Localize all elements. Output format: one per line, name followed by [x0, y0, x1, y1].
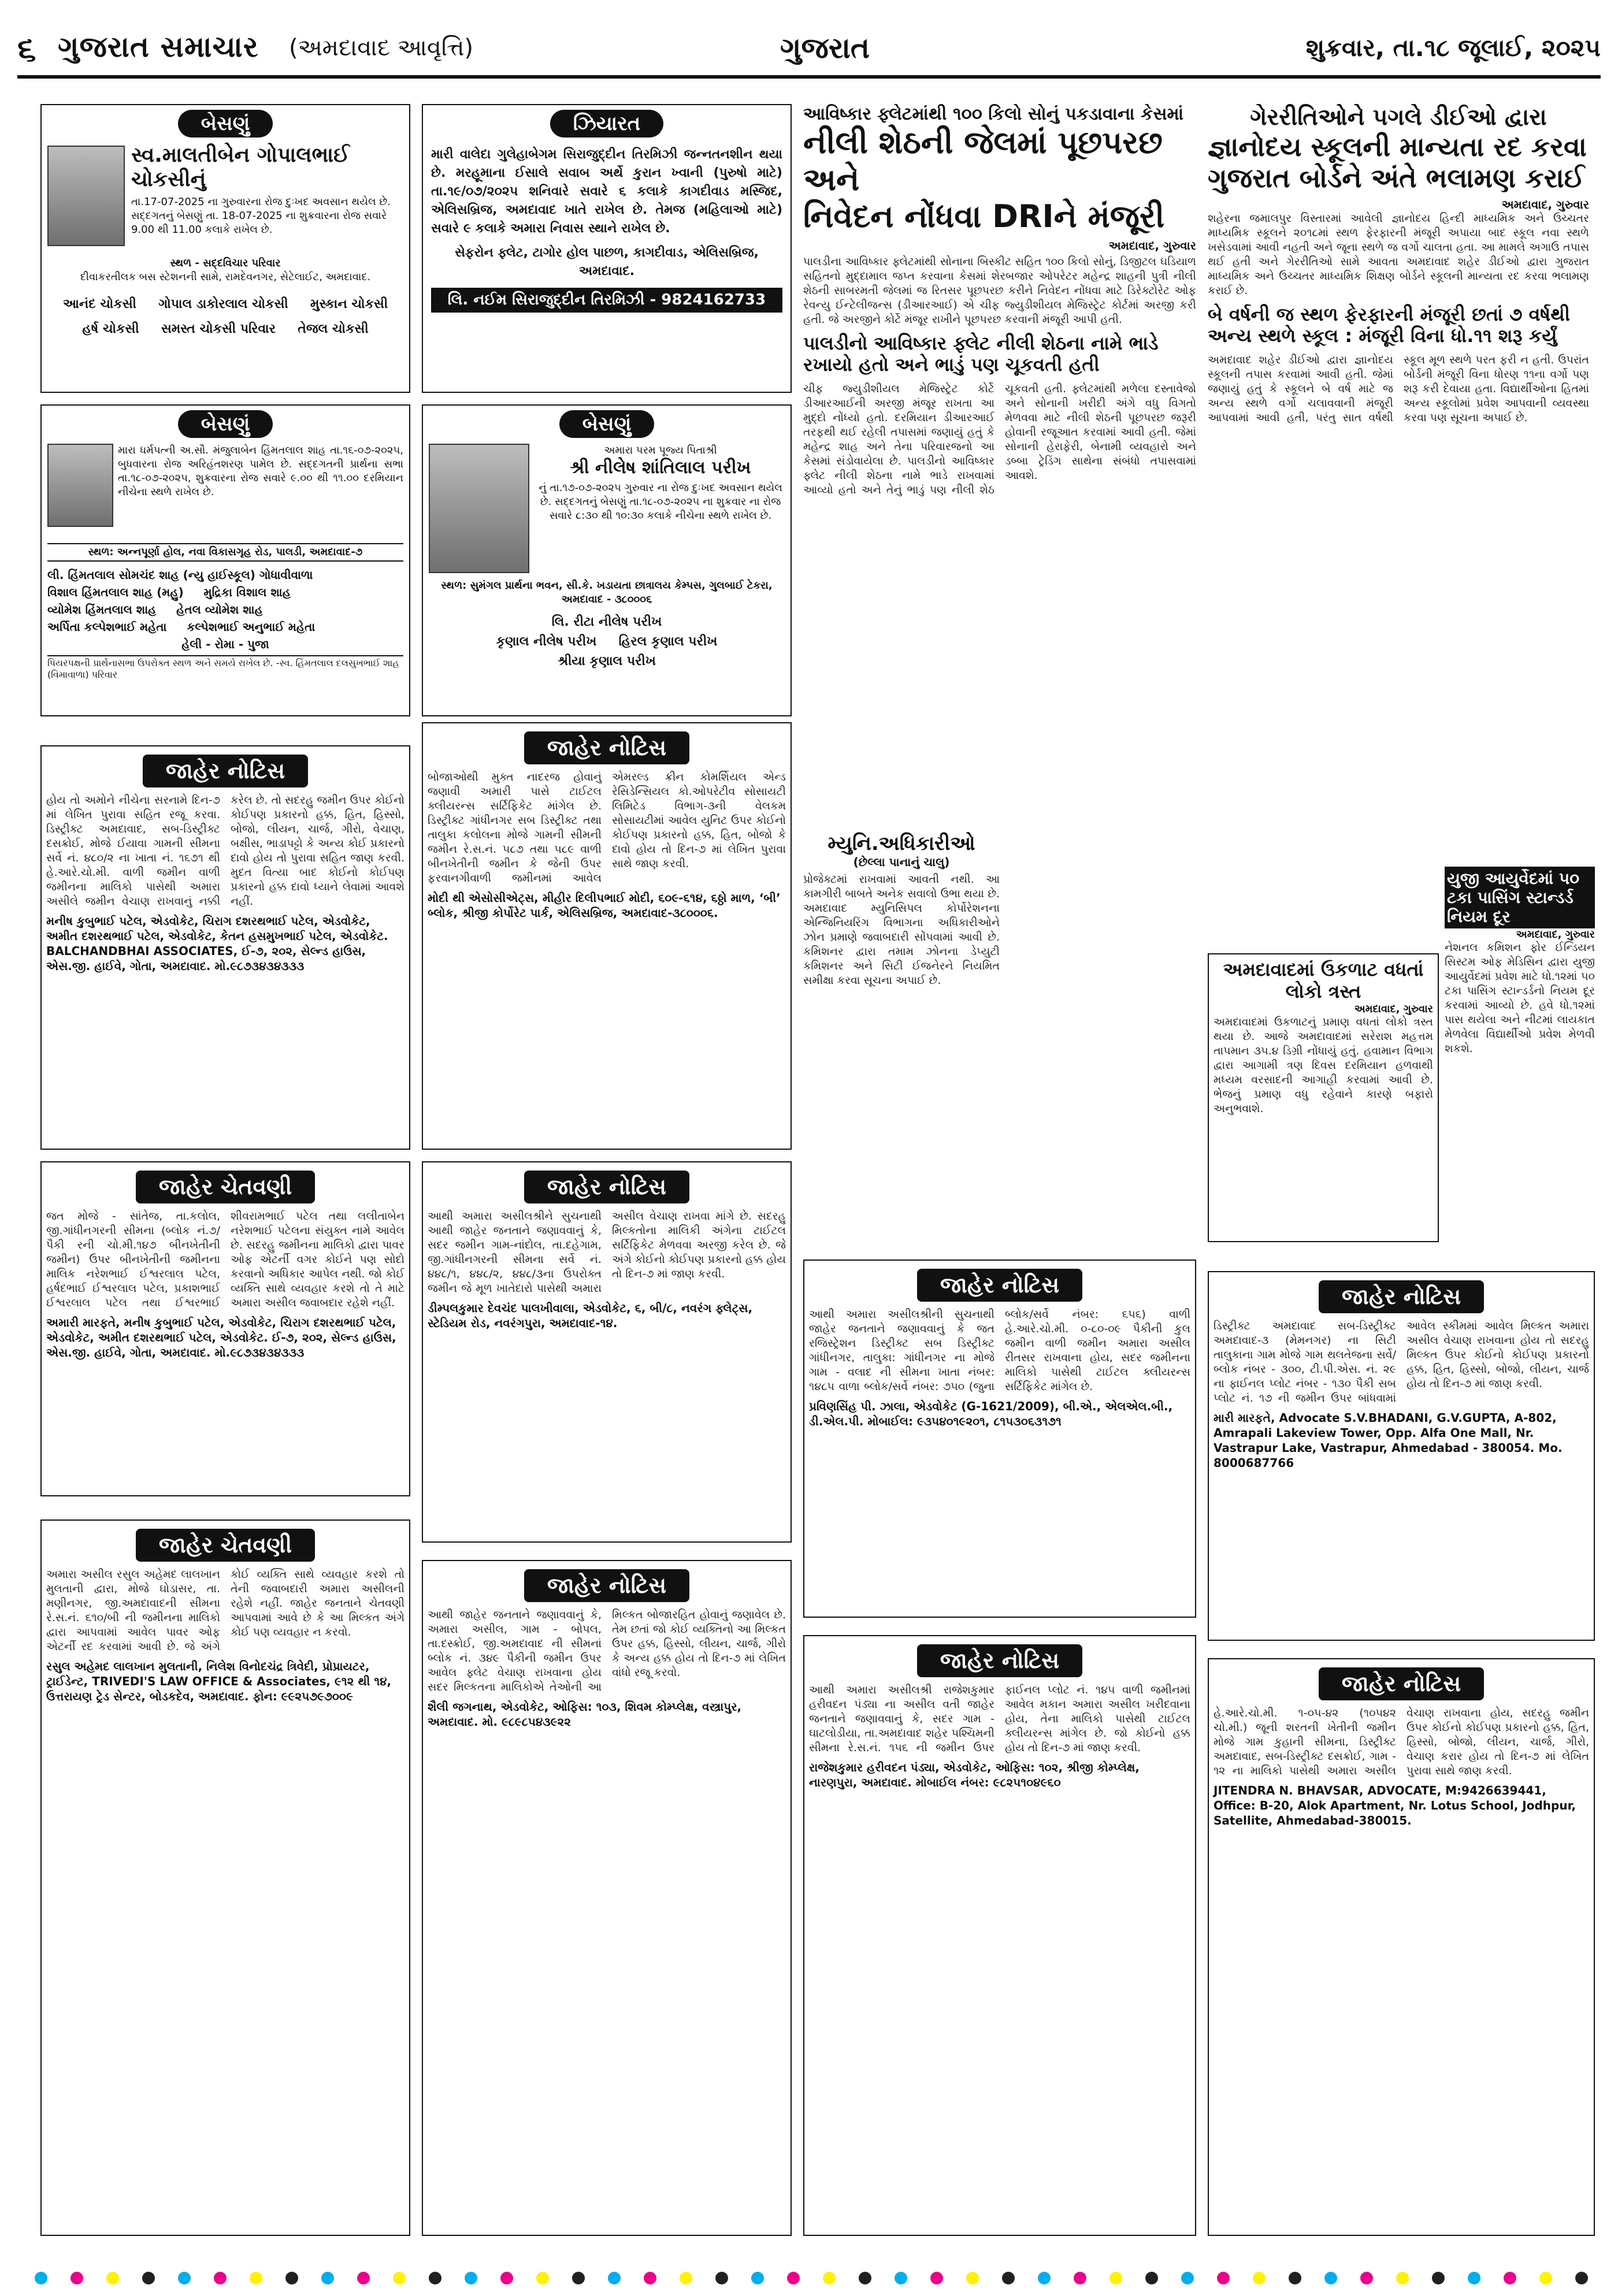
obituary-place: સ્થળ: અન્નપૂર્ણા હોલ, નવા વિકાસગૃહ રોડ, પાલડી, અમદાવાદ-૭	[47, 543, 403, 562]
lead-headline: નીલી શેઠની જેલમાં પૂછપરછ અને	[803, 124, 1163, 198]
notice-body: હોય તો અમોને નીચેના સરનામે દિન-૭ માં લેખિત પુરાવા સહિત રજૂ કરવા. ડિસ્ટ્રીક્ટ અમદાવાદ, સબ-ડિસ્ટ્રીક્ટ દસક્રોઈ, મોજે ઈયાવા ગામની સીમના સર્વે નં. ૪૮૦/૨ ના ખાતા નં. ૧૬૭૧ થી હે.આરે.ચો.મી. વાળી જમીન વાળી જમીનના માલિકો પાસેથી અમારા અસીલે જમીન વેચાણ રાખવાનું નક્કી કરેલ છે. તો સદરહુ જમીન ઉપર કોઈનો કોઈપણ પ્રકારનો હક્ક, હિત, હિસ્સો, બોજો, લીયન, ચાર્જ, ગીરો, વેચાણ, બક્ષીસ, ભાડાપટ્ટો કે અન્ય કોઈ પ્રકારનો દાવો હોય તો પુરાવા સહિત જાણ કરવી. મુદત વિત્યા બાદ કોઈનો કોઈપણ પ્રકારનો હક્ક દાવો ધ્યાને લેવામાં આવશે નહીં.	[46, 794, 404, 908]
registration-dot	[715, 2272, 728, 2284]
school-dateline: અમદાવાદ, ગુરુવાર	[1501, 197, 1589, 211]
obituary-place: સ્થળ: સુમંગલ પ્રાર્થના ભવન, સી.કે. ખડાયતા છાત્રાલય કેમ્પસ, ગુલબાઈ ટેકરા, અમદાવાદ - ૩૮૦૦૦૬	[441, 579, 773, 605]
school-story	[1208, 104, 1589, 855]
registration-dot	[321, 2272, 334, 2284]
obituary-family: આનંદ ચોકસી ગોપાલ ડાકોરલાલ ચોકસી મુસ્કાન ચોકસી	[62, 297, 388, 311]
lead-dateline: અમદાવાદ, ગુરુવાર	[1108, 238, 1196, 252]
registration-dot	[823, 2272, 836, 2284]
public-notice	[1208, 1271, 1595, 1641]
registration-dot	[106, 2272, 119, 2284]
registration-dot	[1289, 2272, 1301, 2284]
humidity-body: અમદાવાદમાં ઉકળાટનું પ્રમાણ વધતાં લોકો ત્રસ્ત થયા છે. આજે અમદાવાદમાં સરેરાશ મહત્તમ તાપમાન ૩૫.૪ ડિગ્રી નોંધાયું હતું. હવામાન વિભાગ દ્વારા આગામી ત્રણ દિવસ દરમિયાન હળવાથી મધ્યમ વરસાદની આગાહી કરવામાં આવી છે. ભેજનું પ્રમાણ વધુ રહેવાને કારણે બફારો અનુભવાશે.	[1214, 1015, 1433, 1115]
notice-heading: જાહેર નોટિસ	[143, 755, 308, 787]
notice-heading: જાહેર નોટિસ	[524, 1171, 689, 1203]
registration-dot	[1432, 2272, 1445, 2284]
registration-dot	[1145, 2272, 1158, 2284]
ziyarat-notice	[422, 104, 792, 393]
obituary-family: વ્યોમેશ હિંમતલાલ શાહ હેતલ વ્યોમેશ શાહ	[47, 603, 263, 616]
lead-body: પાલડીના આવિષ્કાર ફ્લેટમાંથી સોનાના બિસ્કીટ સહિત ૧૦૦ કિલો સોનું, ડિજીટલ ઘડિયાળ સહિતનો મુદ્દામાલ જપ્ત કરવાના કેસમાં શેરબજાર ઓપરેટર મહેન્દ્ર શાહની પુત્રી નીલી શેઠની સાબરમતી જેલમાં જ રિતસર પૂછપરછ કરીને નિવેદન નોંધવા માટે ડિરેક્ટોરેટ ઓફ રેવન્યુ ઈન્ટેલીજન્સ (ડીઆરઆઈ) એ ચીફ જ્યુડીશીયલ મેજિસ્ટ્રેટ કોર્ટમાં અરજી કરી હતી. જે અરજીને કોર્ટે મંજૂર રાખીને પૂછપરછ કરવાની મંજૂરી આપી હતી.	[803, 255, 1196, 326]
muni-body: પ્રોજેક્ટમાં રાખવામાં આવતી નથી. આ કામગીરી બાબતે અનેક સવાલો ઉભા થયા છે. અમદાવાદ મ્યુનિસિપલ કોર્પોરેશનના એન્જિનિયરિંગ વિભાગના અધિકારીઓને ઝોન પ્રમાણે જવાબદારી સોંપવામાં આવી છે. કમિશનર દ્વારા તમામ ઝોનના ડેપ્યુટી કમિશનર અને સિટી ઈજનેરને નિયમિત સમીક્ષા કરવા સૂચના અપાઈ છે.	[803, 873, 1000, 987]
issue-date: શુક્રવાર, તા.૧૮ જૂલાઈ, ૨૦૨૫	[1305, 34, 1601, 62]
public-notice	[40, 745, 410, 1150]
notice-signature: JITENDRA N. BHAVSAR, ADVOCATE, M:9426639441, Office: B-20, Alok Apartment, Nr. Lotus School, Jodhpur, Satellite, Ahmedabad-380015.	[1214, 1784, 1576, 1827]
lead-headline: નિવેદન નોંધવા DRIને મંજૂરી	[803, 198, 1165, 235]
public-notice	[422, 1560, 792, 2236]
registration-dot	[1468, 2272, 1480, 2284]
registration-dot	[1575, 2272, 1588, 2284]
registration-dot	[393, 2272, 406, 2284]
registration-dot	[644, 2272, 656, 2284]
registration-dot	[1539, 2272, 1552, 2284]
registration-dot	[572, 2272, 585, 2284]
obituary-family: શ્રીયા કૃણાલ પરીખ	[558, 654, 656, 668]
lead-story-gold	[803, 104, 1196, 826]
humidity-story	[1208, 953, 1439, 1242]
obituary-photo	[47, 444, 113, 527]
obituary-name: શ્રી નીલેષ શાંતિલાલ પરીખ	[570, 458, 751, 478]
notice-signature: મોદી થી એસોસીએટ્સ, મીહીર દિલીપભાઈ મોદી, ૬૦૯-૬૧૪, ૬ઠ્ઠો માળ, ‘બી’ બ્લોક, શ્રીજી કોર્પોરેટ પાર્ક, એલિસબ્રિજ, અમદાવાદ-૩૮૦૦૦૬.	[428, 891, 781, 920]
registration-dot	[1396, 2272, 1409, 2284]
ziyarat-label: ઝિયારત	[550, 110, 663, 138]
registration-dot	[1324, 2272, 1337, 2284]
registration-dot	[357, 2272, 370, 2284]
obituary-intro: અમારા પરમ પૂજ્ય પિતાશ્રી	[604, 444, 717, 456]
public-notice	[803, 1635, 1196, 2236]
registration-dot	[1504, 2272, 1516, 2284]
registration-dot	[1181, 2272, 1194, 2284]
obituary-family: અર્પિતા કલ્પેશભાઈ મહેતા કલ્પેશભાઈ અનુભાઈ મહેતા	[47, 620, 316, 634]
school-body: શહેરના જમાલપુર વિસ્તારમાં આવેલી જ્ઞાનોદય હિન્દી માધ્યમિક અને ઉચ્ચતર માધ્યમિક સ્કૂલને ૨૦૧૮માં સ્થળ ફેરફારની મંજૂરી અપાયા બાદ સ્કૂલ નવા સ્થળે ખસેડવામાં આવી નહતી અને જૂના સ્થળે જ વર્ગો ચાલતા હતા. આ મામલે અગાઉ તપાસ થઈ હતી અને ગેરરીતિઓ સામે આવતા અમદાવાદ શહેર ડીઈઓ દ્વારા ગુજરાત માધ્યમિક અને ઉચ્ચતર માધ્યમિક શિક્ષણ બોર્ડને સ્કૂલની માન્યતા રદ કરવા ભલામણ કરાઈ છે.	[1208, 211, 1589, 297]
humidity-headline: અમદાવાદમાં ઉકળાટ વધતાં લોકો ત્રસ્ત	[1223, 958, 1424, 1002]
notice-signature: રાજેશકુમાર હરીવદન પંડ્યા, એડવોકેટ, ઓફિસ: ૧૦૨, શ્રીજી કોમ્પ્લેક્ષ, નારણપુરા, અમદાવાદ. મોબાઈલ નંબર: ૯૮૨૫૧૦૪૯૬૦	[809, 1760, 1140, 1789]
public-notice	[1208, 1658, 1595, 2236]
obituary-nilesh-parikh	[422, 404, 792, 716]
notice-body: અમારા અસીલ રસુલ અહેમદ લાલખાન મુલતાની દ્વારા, મોજે ઘોડાસર, તા. મણીનગર, જી.અમદાવાદની સીમના રે.સ.નં. ૬૧૦/બી ની જમીનના માલિકો દ્વારા આપવામાં આવેલ પાવર ઓફ એટર્ની રદ કરવામાં આવી છે. જે અંગે કોઈ વ્યક્તિ સાથે વ્યવહાર કરશે તો તેની જવાબદારી અમારા અસીલની રહેશે નહીં. જાહેર જનતાને ચેતવણી આપવામાં આવે છે કે આ મિલ્કત અંગે કોઈ પણ વ્યવહાર ન કરવો.	[46, 1568, 404, 1653]
registration-dot	[500, 2272, 513, 2284]
public-notice	[803, 1260, 1196, 1618]
school-subhead: બે વર્ષની જ સ્થળ ફેરફારની મંજૂરી છતાં ૭ વર્ષથી અન્ય સ્થળે સ્કૂલ : મંજૂરી વિના ધો.૧૧ શરૂ કર્યું	[1208, 303, 1570, 347]
notice-signature: અમારી મારફતે, મનીષ કુબુભાઈ પટેલ, એડવોકેટ, ચિરાગ દશરથભાઈ પટેલ, એડવોકેટ, અમીત દશરથભાઈ પટેલ, એડવોકેટ. ઈ-૭, ૨૦૨, સેલ્ન્ડ હાઉસ, એસ.જી. હાઈવે, ગોતા, અમદાવાદ. મો.૯૮૭૩૪૩૪૩૩૩	[46, 1316, 396, 1359]
registration-dot	[751, 2272, 764, 2284]
obituary-label: બેસણું	[559, 410, 655, 438]
registration-dot	[895, 2272, 907, 2284]
muni-headline: મ્યુનિ.અધિકારીઓ	[827, 832, 975, 855]
notice-body: આથી અમારા અસીલશ્રીને સુચનાથી આથી જાહેર જનતાને જણાવવાનું કે, સદર જમીન ગામ-નાંદોલ, તા.દહેગામ, જી.ગાંધીનગરની સીમના સર્વે નં. ૪૪૮/૧, ૪૪૮/૨, ૪૪૮/૩ના ઉપરોક્ત જમીન જે મૂળ ખાતેદારો પાસેથી અમારા અસીલ વેચાણ રાખવા માંગે છે. સદરહુ મિલ્કતોના માલિકી અંગેના ટાઈટલ સર્ટિફિકેટ મેળવવા અરજી કરેલ છે. જે અંગે કોઈનો કોઈપણ પ્રકારનો હક્ક હોય તો દિન-૭ માં જાણ કરવી.	[428, 1210, 786, 1295]
section-title: ગુજરાત	[780, 31, 870, 65]
obituary-address: દીવાકરતીલક બસ સ્ટેશનની સામે, રામદેવનગર, સેટેલાઈટ, અમદાવાદ.	[80, 271, 371, 283]
registration-dot	[465, 2272, 477, 2284]
obituary-malatiben	[40, 104, 410, 393]
humidity-dateline: અમદાવાદ, ગુરુવાર	[1354, 1002, 1433, 1015]
public-warning	[40, 1519, 410, 2236]
notice-body: આથી અમારા અસીલશ્રીની સુચનાથી જાહેર જનતાને જણાવવાનું કે જત રજિસ્ટ્રેશન ડિસ્ટ્રીક્ટ સબ ડિસ્ટ્રીક્ટ ગાંધીનગર, તાલુકા: ગાંધીનગર ના મોજે ગામ - વલાદ ની સીમના ખાતા નંબર: ૧૪૮૫ વાળા બ્લોક/સર્વે નંબર: ૭૫૦ (જુના બ્લોક/સર્વે નંબર: ૬૫૬) વાળી હે.આરે.ચો.મી. ૦-૮૦-૦૯ પૈકીની કુલ જમીન વાળી જમીન અમારા અસીલ રીતસર રાખવાના હોય, સદર જમીનના માલિકો પાસેથી ટાઈટલ ક્લીયરન્સ સર્ટિફિકેટ માંગેલ છે.	[809, 1308, 1190, 1393]
ayurveda-story	[1445, 867, 1595, 1242]
ayurveda-headline: યુજી આયુર્વેદમાં ૫૦ ટકા પાસિંગ સ્ટાન્ડર્ડ નિયમ દૂર	[1445, 867, 1595, 928]
notice-signature: મનીષ કુબુભાઈ પટેલ, એડવોકેટ, ચિરાગ દશરથભાઈ પટેલ, એડવોકેટ, અમીત દશરથભાઈ પટેલ, એડવોકેટ, કેતન હસમુખભાઈ પટેલ, એડવોકેટ. BALCHANDBHAI ASSOCIATES, ઈ-૭, ૨૦૨, સેલ્ન્ડ હાઉસ, એસ.જી. હાઈવે, ગોતા, અમદાવાદ. મો.૯૮૭૩૪૩૪૩૩૩	[46, 914, 388, 973]
muni-continued-label: (છેલ્લા પાનાનું ચાલુ)	[853, 855, 950, 870]
registration-dot	[608, 2272, 621, 2284]
notice-signature: મારી મારફતે, Advocate S.V.BHADANI, G.V.GUPTA, A-802, Amrapali Lakeview Tower, Opp. Alfa One Mall, Nr. Vastrapur Lake, Vastrapur, Ahmedabad - 380054. Mo. 8000687766	[1214, 1411, 1563, 1470]
obituary-family: હેલી - રોમા - પુજા	[181, 637, 269, 651]
masthead	[17, 23, 1601, 79]
notice-heading: જાહેર નોટિસ	[1319, 1280, 1484, 1313]
registration-dot	[142, 2272, 155, 2284]
registration-dot	[70, 2272, 83, 2284]
public-notice	[422, 722, 792, 1150]
registration-dot	[250, 2272, 262, 2284]
school-headline: જ્ઞાનોદય સ્કૂલની માન્યતા રદ કરવા	[1208, 131, 1587, 163]
registration-dot	[1074, 2272, 1086, 2284]
obituary-family: કૃણાલ નીલેષ પરીખ હિરલ કૃણાલ પરીખ	[496, 634, 718, 649]
obituary-text: તા.17-07-2025 ના ગુરુવારના રોજ દુઃખદ અવસાન થયેલ છે. સદ્દગતનું બેસણું તા. 18-07-2025 ના શુક્રવારના રોજ સવારે 9.00 થી 11.00 કલાકે રાખેલ છે.	[131, 196, 391, 236]
registration-dot	[35, 2272, 47, 2284]
notice-signature: રસુલ અહેમદ લાલખાન મુલતાની, નિલેશ વિનોદચંદ્ર ત્રિવેદી, પ્રોપ્રાયટર, ટ્રાઈડેન્ટ, TRIVEDI'S LAW OFFICE & Associates, ૯૧૨ થી ૧૪, ઉત્તરાયણ ટ્રેડ સેન્ટર, બોડકદેવ, અમદાવાદ. ફોન: ૯૯૨૫૭૯૭૦૦૯	[46, 1659, 392, 1703]
obituary-label: બેસણું	[178, 110, 273, 138]
ayurveda-dateline: અમદાવાદ, ગુરુવાર	[1516, 928, 1595, 941]
obituary-footer: પિયરપક્ષની પ્રાર્થનાસભા ઉપરોક્ત સ્થળ અને સમયે રાખેલ છે. -સ્વ. હિંમતલાલ દલસુખભાઈ શાહ (વિમાવાળા) પરિવાર	[47, 655, 403, 681]
school-headline: ગુજરાત બોર્ડને અંતે ભલામણ કરાઈ	[1208, 162, 1585, 194]
notice-heading: જાહેર નોટિસ	[917, 1269, 1082, 1302]
page-number: ૬	[17, 29, 36, 68]
notice-heading: જાહેર નોટિસ	[917, 1644, 1082, 1677]
notice-heading: જાહેર નોટિસ	[1319, 1667, 1484, 1700]
notice-body: આથી જાહેર જનતાને જણાવવાનું કે, અમારા અસીલ, ગામ - બોપલ, તા.દસ્ક્રોઈ, જી.અમદાવાદ ની સીમનાં બ્લોક નં. ૩૪૯ પૈકીની જમીન ઉપર આવેલ ફ્લેટ વેચાણ રાખવાના હોય સદર મિલ્કતના માલિકોએ તેઓની આ મિલ્કત બોજારહિત હોવાનું જણાવેલ છે. તેમ છતાં જો કોઈ વ્યક્તિનો આ મિલ્કત ઉપર હક્ક, હિસ્સો, લીયન, ચાર્જ, ગીરો કે અન્ય હક્ક હોય તો દિન-૭ માં લેખિત વાંધો રજૂ કરવો.	[428, 1608, 786, 1693]
obituary-photo	[429, 444, 529, 573]
lead-kicker: આવિષ્કાર ફ્લેટમાંથી ૧૦૦ કિલો સોનું પકડાવાના કેસમાં	[803, 104, 1184, 124]
notice-heading: જાહેર નોટિસ	[524, 1569, 689, 1602]
obituary-name: સ્વ.માલતીબેન ગોપાલભાઈ ચોકસીનું	[131, 143, 350, 191]
registration-dot	[1360, 2272, 1373, 2284]
ayurveda-body: નેશનલ કમિશન ફોર ઈન્ડિયન સિસ્ટમ ઓફ મેડિસિન દ્વારા યુજી આયુર્વેદમાં પ્રવેશ માટે ધો.૧૨માં ૫૦ ટકા પાસિંગ સ્ટાન્ડર્ડનો નિયમ દૂર કરવામાં આવ્યો છે. હવે ધો.૧૨માં પાસ થયેલા અને નીટમાં લાયકાત મેળવેલા વિદ્યાર્થીઓ પ્રવેશ મેળવી શકશે.	[1445, 941, 1595, 1056]
school-kicker: ગેરરીતિઓને પગલે ડીઈઓ દ્વારા	[1250, 104, 1547, 131]
registration-dot	[1038, 2272, 1051, 2284]
notice-heading: જાહેર ચેતવણી	[136, 1529, 315, 1562]
notice-heading: જાહેર ચેતવણી	[136, 1171, 315, 1203]
public-warning	[40, 1161, 410, 1496]
notice-body: ડિસ્ટ્રીક્ટ અમદાવાદ સબ-ડિસ્ટ્રીક્ટ અમદાવાદ-૩ (મેમનગર) ના સિટી તાલુકાના ગામ મોજે ગામ થલતેજના સર્વે/બ્લોક નંબર - ૩૦૦, ટી.પી.એસ. નં. ૨૯ ના ફાઈનલ પ્લોટ નંબર - ૧૩૦ પૈકી સબ પ્લોટ નં. ૧૭ ની જમીન ઉપર બાંધવામાં આવેલ સ્કીમમાં આવેલ મિલ્કત અમારા અસીલ વેચાણ રાખવાના હોય તો સદરહુ મિલ્કત ઉપર કોઈનો કોઈપણ પ્રકારનો હક્ક, હિત, હિસ્સો, બોજો, લીયન, ચાર્જ હોય તો દિન-૭ માં જાણ કરવી.	[1214, 1320, 1589, 1405]
obituary-family: લી. હિંમતલાલ સોમચંદ શાહ (ન્યુ હાઈસ્કૂલ) ગોધાવીવાળા	[47, 568, 313, 582]
obituary-family: લિ. રીટા નીલેષ પરીખ	[551, 615, 662, 629]
registration-dot	[680, 2272, 692, 2284]
lead-body-continued: ચીફ જ્યુડીશીયલ મેજિસ્ટ્રેટ કોર્ટે ડીઆરઆઈની અરજી મંજૂર રાખતા આ મુદ્દો નોંધ્યો હતો. દરમિયાન ડીઆરઆઈ તરફથી થઈ રહેલી તપાસમાં જણાયું હતું કે મહેન્દ્ર શાહ અને તેના પરિવારજનો આ કેસમાં સંડોવાયેલા છે. પાલડીનો આવિષ્કાર ફ્લેટ નીલી શેઠના નામે ભાડે રાખવામાં આવ્યો હતો અને તેનું ભાડું પણ નીલી શેઠ ચૂકવતી હતી. ફ્લેટમાંથી મળેલા દસ્તાવેજો અને સોનાની ખરીદી અંગે વધુ વિગતો મેળવવા માટે નીલી શેઠની પૂછપરછ જરૂરી હોવાની રજૂઆત કરવામાં આવી હતી. જેમાં સોનાની હેરાફેરી, બેનામી વ્યવહારો અને ડબ્બા ટ્રેડિંગ સાથેના સંબંધો તપાસવામાં આવશે.	[803, 382, 1196, 497]
newspaper-name: ગુજરાત સમાચાર	[58, 30, 259, 64]
notice-body: હે.આરે.ચો.મી. ૧-૦૫-૪૨ (૧૦૫૪૨ ચો.મી.) જૂની શરતની ખેતીની જમીન મોજે ગામ કુહાની સીમના, ડિસ્ટ્રીક્ટ અમદાવાદ, સબ-ડિસ્ટ્રીક્ટ દસક્રોઈ, ગામ - ૧૨ ના માલિકો પાસેથી અમારા અસીલ વેચાણ રાખવાના હોય, સદરહુ જમીન ઉપર કોઈનો કોઈપણ પ્રકારનો હક્ક, હિત, હિસ્સો, બોજો, લીયન, ચાર્જ, ગીરો, વેચાણ કરાર હોય તો દિન-૭ માં લેખિત પુરાવા સાથે જાણ કરવી.	[1214, 1707, 1589, 1777]
ziyarat-address: સેફરોન ફ્લેટ, ટાગોર હોલ પાછળ, કાગદીવાડ, એલિસબ્રિજ, અમદાવાદ.	[455, 246, 759, 278]
obituary-label: બેસણું	[178, 410, 273, 438]
notice-signature: શૈલી જગનાથ, એડવોકેટ, ઓફિસ: ૧૦૩, શિવમ કોમ્પ્લેક્ષ, વસ્ત્રાપુર, અમદાવાદ. મો. ૯૮૯૮૫૪૩૯૨૨	[428, 1700, 742, 1729]
registration-dot	[285, 2272, 298, 2284]
notice-signature: ડીમ્પલકુમાર દેવચંદ પાલખીવાલા, એડવોકેટ, ૬, બી/૮, નવરંગ ફ્લેટ્સ, સ્ટેડિયમ રોડ, નવરંગપુરા, અમદાવાદ-૧૪.	[428, 1301, 753, 1330]
obituary-place: સ્થળ - સદ્દવિચાર પરિવાર	[170, 257, 281, 269]
obituary-manjulaben	[40, 404, 410, 716]
municipal-story	[803, 832, 1000, 1190]
obituary-text: મારા ધર્મપત્ની અ.સૌ. મંજુલાબેન હિંમતલાલ શાહ તા.૧૬-૦૭-૨૦૨૫, બુધવારના રોજ અરિહંતશરણ પામેલ છે. સદ્દગતની પ્રાર્થના સભા તા.૧૮-૦૭-૨૦૨૫, શુક્રવારના રોજ સવારે ૯.૦૦ થી ૧૧.૦૦ દરમિયાન નીચેના સ્થળે રાખેલ છે.	[118, 444, 403, 498]
registration-dot	[787, 2272, 800, 2284]
registration-dot	[429, 2272, 441, 2284]
edition-label: (અમદાવાદ આવૃત્તિ)	[289, 35, 474, 61]
ziyarat-text: મારી વાલેદા ગુલેહાબેગમ સિરાજુદ્દીન તિરમિઝી જન્નતનશીન થયા છે. મરહૂમાના ઈસાલે સવાબ અર્થે કુરાન ખ્વાની (પુરુષો માટે) તા.૧૯/૦૭/૨૦૨૫ શનિવારે સવારે ૬ કલાકે કાગદીવાડ મસ્જિદ, એલિસબ્રિજ, અમદાવાદ ખાતે રાખેલ છે. તેમજ (મહિલાઓ માટે) સવારે ૯ કલાકે અમારા નિવાસ સ્થાને રાખેલ છે.	[431, 147, 782, 236]
registration-dot	[1217, 2272, 1230, 2284]
registration-dot	[214, 2272, 227, 2284]
notice-signature: પ્રવિણસિંહ પી. ઝાલા, એડવોકેટ (G-1621/2009), બી.એ., એલએલ.બી., ડી.એલ.પી. મોબાઈલ: ૯૩૫૪૦૧૯૨૦૧, ૮૧૫૩૦૬૩૧૭૧	[809, 1399, 1173, 1428]
obituary-photo	[47, 146, 125, 246]
registration-dot	[536, 2272, 549, 2284]
public-notice	[422, 1161, 792, 1543]
obituary-family: વિશાલ હિંમતલાલ શાહ (મહુ) મુદ્રિકા વિશાલ શાહ	[47, 585, 291, 599]
registration-dot	[1109, 2272, 1122, 2284]
registration-dot	[1253, 2272, 1266, 2284]
notice-body: આથી અમારા અસીલશ્રી રાજેશકુમાર હરીવદન પંડ્યા ના અસીલ વતી જાહેર જનતાને જણાવવાનું કે, સદર ગામ - ઘાટલોડીયા, તા.અમદાવાદ શહેર પશ્ચિમની સીમના રે.સ.નં. ૧૫૬ ની જમીન ઉપર ફાઈનલ પ્લોટ નં. ૧૪૫ વાળી જમીનમાં આવેલ મકાન અમારા અસીલ ખરીદવાના હોય, તેના માલિકો પાસેથી ટાઈટલ ક્લીયરન્સ માંગેલ છે. જો કોઈનો હક્ક હોય તો દિન-૭ માં જાણ કરવી.	[809, 1684, 1190, 1754]
registration-dot	[178, 2272, 191, 2284]
registration-dot	[930, 2272, 943, 2284]
obituary-family: હર્ષ ચોકસી સમસ્ત ચોકસી પરિવાર તેજલ ચોકસી	[82, 322, 369, 336]
ziyarat-signature: લિ. નઈમ સિરાજુદ્દીન તિરમિઝી - 9824162733	[431, 288, 782, 313]
notice-body: બોજાઓથી મુક્ત નાદરજ હોવાનું જણાવી અમારી પાસે ટાઈટલ ક્લીયરન્સ સર્ટિફિકેટ માંગેલ છે. ડિસ્ટ્રીક્ટ ગાંધીનગર સબ ડિસ્ટ્રીક્ટ તથા તાલુકા કલોલના મોજે ગામની સીમની જમીન રે.સ.નં. ૫૮૭ તથા ૫૮૯ વાળી બીનખેતીની જમીન કે જેની ઉપર ફરવાનગીવાળી જમીનમાં આવેલ એમરલ્ડ ક્રીન કોમર્શિયલ એન્ડ રેસિડેન્સિયલ કો.ઓપરેટીવ સોસાયટી લિમિટેડ વિભાગ-૩ની વેલકમ સોસાયટીમાં આવેલ યુનિટ ઉપર કોઈનો કોઈપણ પ્રકારનો હક્ક, હિત, બોજો કે દાવો હોય તો દિન-૭ માં લેખિત પુરાવા સાથે જાણ કરવી.	[428, 771, 786, 885]
lead-subhead: પાલડીનો આવિષ્કાર ફ્લેટ નીલી શેઠના નામે ભાડે રખાયો હતો અને ભાડું પણ ચૂકવતી હતી	[803, 332, 1159, 376]
notice-body: જત મોજે - સાંતેજ, તા.કલોલ, જી.ગાંધીનગરની સીમના (બ્લોક નં.૭/પૈકી રની ચો.મી.૧૪૭ બીનખેતીની જમીન) ઉપર બીનખેતીની જમીનના માલિક નરેશભાઈ ઈશ્વરલાલ પટેલ, હર્ષદભાઈ ઈશ્વરલાલ પટેલ, પ્રકાશભાઈ ઈશ્વરલાલ પટેલ તથા ઈશ્વરભાઈ શીવરામભાઈ પટેલ તથા લલીતાબેન નરેશભાઈ પટેલના સંયુક્ત નામે આવેલ છે. સદરહુ જમીનના માલિકો દ્વારા પાવર ઓફ એટર્ની વગર કોઈને પણ સોદો કરવાનો અધિકાર આપેલ નથી. જો કોઈ વ્યક્તિ સાથે વ્યવહાર કરશે તો તે માટે અમારા અસીલ જવાબદાર રહેશે નહીં.	[46, 1210, 404, 1309]
school-body-continued: અમદાવાદ શહેર ડીઈઓ દ્વારા જ્ઞાનોદય સ્કૂલની તપાસ કરવામાં આવી હતી. જેમાં જણાયું હતું કે સ્કૂલને બે વર્ષ માટે જ અન્ય સ્થળે વર્ગો ચલાવવાની મંજૂરી આપવામાં આવી હતી, પરંતુ સાત વર્ષથી સ્કૂલ મૂળ સ્થળે પરત ફરી ન હતી. ઉપરાંત બોર્ડની મંજૂરી વિના ધોરણ ૧૧ના વર્ગો પણ શરૂ કરી દેવાયા હતા. વિદ્યાર્થીઓના હિતમાં અન્ય સ્કૂલોમાં પ્રવેશ આપવાની વ્યવસ્થા કરવા પણ સૂચના અપાઈ છે.	[1208, 354, 1589, 425]
registration-marks	[0, 2272, 1618, 2288]
obituary-text: નું તા.૧૭-૦૭-૨૦૨૫ ગુરુવાર ના રોજ દુઃખદ અવસાન થયેલ છે. સદ્દગતનું બેસણું તા.૧૮-૦૭-૨૦૨૫ ના શુક્રવાર ના રોજ સવારે ૮:૩૦ થી ૧૦:૩૦ કલાકે નીચેના સ્થળે રાખેલ છે.	[539, 482, 782, 522]
notice-heading: જાહેર નોટિસ	[524, 731, 689, 764]
registration-dot	[859, 2272, 871, 2284]
registration-dot	[1002, 2272, 1015, 2284]
registration-dot	[966, 2272, 979, 2284]
